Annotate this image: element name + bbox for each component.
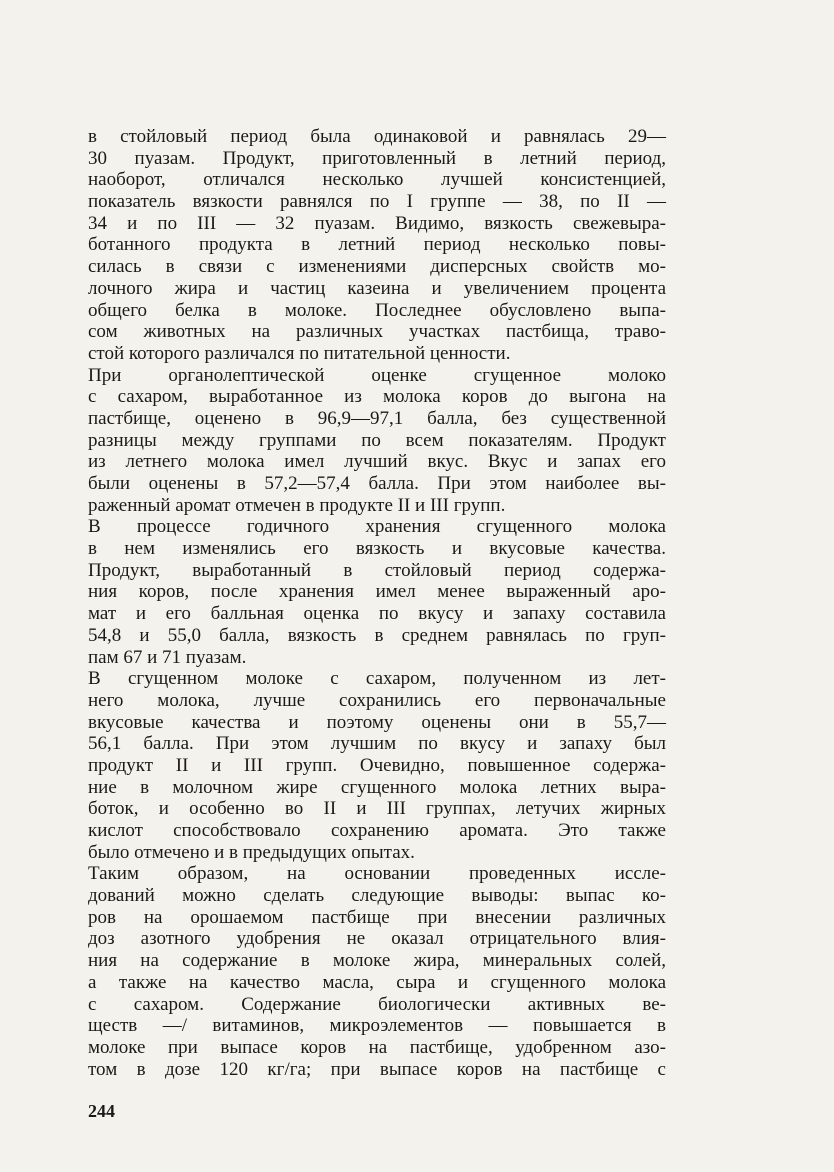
text-line: стой которого различался по питательной ценности. bbox=[88, 342, 511, 364]
text-line: пастбище, оценено в 96,9—97,1 балла, без существенной bbox=[88, 407, 666, 429]
text-line: мат и его балльная оценка по вкусу и запаху составила bbox=[88, 603, 666, 625]
text-line: из летнего молока имел лучший вкус. Вкус и запах его bbox=[88, 451, 666, 473]
text-line: наоборот, отличался несколько лучшей консистенцией, bbox=[88, 169, 666, 191]
text-line: 34 и по III — 32 пуазам. Видимо, вязкость свежевыра- bbox=[88, 212, 666, 234]
text-line: кислот способствовало сохранению аромата. Это также bbox=[88, 820, 666, 841]
text-line: ние в молочном жире сгущенного молока летних выра- bbox=[88, 776, 666, 798]
text-line: Таким образом, на основании проведенных иссле- bbox=[88, 863, 666, 885]
text-line: в стойловый период была одинаковой и равнялась 29— bbox=[88, 126, 666, 147]
text-line: с сахаром, выработанное из молока коров до выгона на bbox=[88, 386, 666, 408]
text-line: лочного жира и частиц казеина и увеличением процента bbox=[88, 277, 666, 299]
text-line: дований можно сделать следующие выводы: выпас ко- bbox=[88, 885, 666, 907]
text-line: том в дозе 120 кг/га; при выпасе коров на пастбище с bbox=[88, 1058, 666, 1080]
text-line: вкусовые качества и поэтому оценены они в 55,7— bbox=[88, 711, 666, 733]
text-line: пам 67 и 71 пуазам. bbox=[88, 646, 247, 668]
text-line: были оценены в 57,2—57,4 балла. При этом наиболее вы- bbox=[88, 473, 666, 494]
text-line: В сгущенном молоке с сахаром, полученном из лет- bbox=[88, 668, 666, 690]
text-line: ботанного продукта в летний период несколько повы- bbox=[88, 234, 666, 256]
text-line: а также на качество масла, сыра и сгущенного молока bbox=[88, 971, 666, 993]
text-line: разницы между группами по всем показателям. Продукт bbox=[88, 429, 666, 451]
text-line: боток, и особенно во II и III группах, летучих жирных bbox=[88, 798, 666, 820]
text-line: 30 пуазам. Продукт, приготовленный в летний период, bbox=[88, 147, 666, 169]
body-text bbox=[88, 126, 666, 1080]
text-line: молоке при выпасе коров на пастбище, удобренном азо- bbox=[88, 1036, 666, 1058]
text-line: в нем изменялись его вязкость и вкусовые качества. bbox=[88, 538, 666, 560]
page-number: 244 bbox=[88, 1101, 115, 1121]
text-line: раженный аромат отмечен в продукте II и III групп. bbox=[88, 494, 506, 516]
text-line: было отмечено и в предыдущих опытах. bbox=[88, 841, 415, 863]
text-line: него молока, лучше сохранились его первоначальные bbox=[88, 689, 666, 711]
text-line: ров на орошаемом пастбище при внесении различных bbox=[88, 906, 666, 928]
text-line: ществ —/ витаминов, микроэлементов — повышается в bbox=[88, 1015, 666, 1037]
text-line: продукт II и III групп. Очевидно, повышенное содержа- bbox=[88, 754, 666, 776]
text-line: силась в связи с изменениями дисперсных свойств мо- bbox=[88, 256, 666, 278]
text-line: доз азотного удобрения не оказал отрицательного влия- bbox=[88, 928, 666, 950]
text-line: ния на содержание в молоке жира, минеральных солей, bbox=[88, 950, 666, 972]
text-line: 54,8 и 55,0 балла, вязкость в среднем равнялась по груп- bbox=[88, 624, 666, 646]
text-line: с сахаром. Содержание биологически активных ве- bbox=[88, 993, 666, 1015]
text-line: Продукт, выработанный в стойловый период содержа- bbox=[88, 559, 666, 581]
text-line: В процессе годичного хранения сгущенного молока bbox=[88, 516, 666, 538]
text-line: общего белка в молоке. Последнее обусловлено выпа- bbox=[88, 299, 666, 321]
text-line: сом животных на различных участках пастбища, траво- bbox=[88, 321, 666, 343]
text-line: показатель вязкости равнялся по I группе — 38, по II — bbox=[88, 191, 666, 213]
text-line: 56,1 балла. При этом лучшим по вкусу и запаху был bbox=[88, 733, 666, 755]
text-line: При органолептической оценке сгущенное молоко bbox=[88, 364, 666, 386]
text-line: ния коров, после хранения имел менее выраженный аро- bbox=[88, 581, 666, 603]
